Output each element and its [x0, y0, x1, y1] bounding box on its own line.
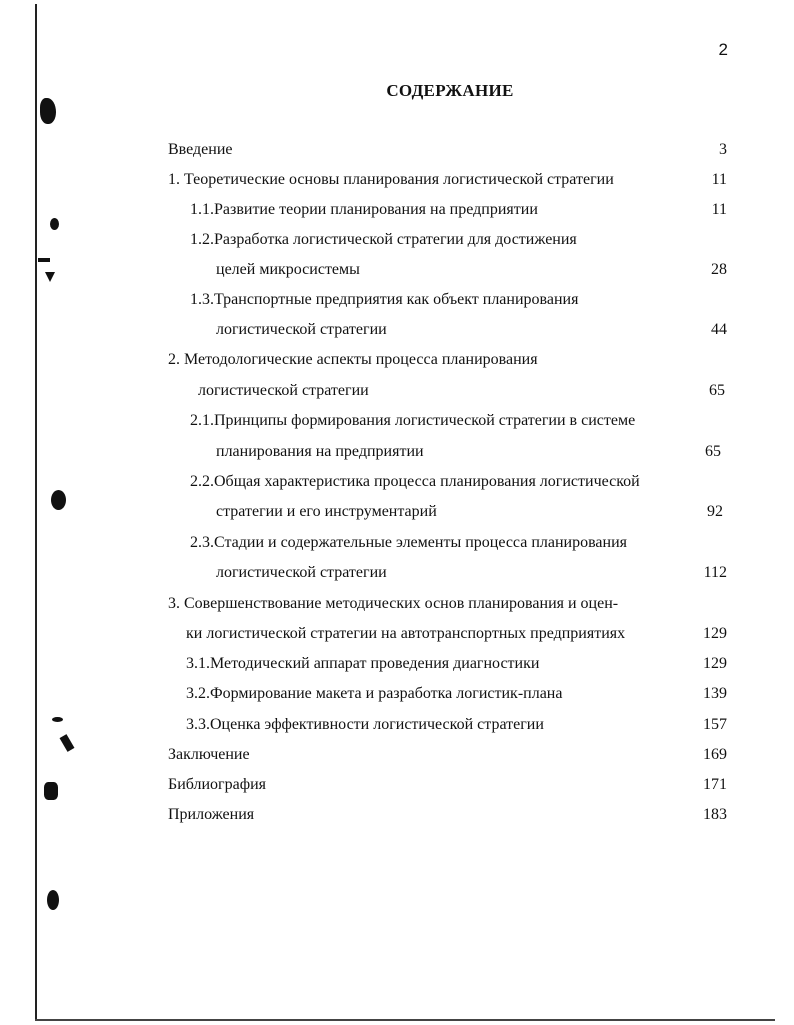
toc-entry-page: 65: [709, 382, 725, 399]
toc-entry-title: целей микросистемы: [216, 261, 360, 278]
toc-entry-title: 2.1.Принципы формирования логистической стратегии в системе: [190, 412, 636, 429]
toc-entry-page: 129: [703, 625, 727, 642]
scan-blot: [45, 272, 55, 282]
toc-entry-title: 3. Совершенствование методических основ планирования и оцен-: [168, 595, 619, 612]
toc-entry-title: 2. Методологические аспекты процесса планирования: [168, 351, 538, 368]
scan-blot: [40, 98, 56, 124]
toc-entry-page: 183: [703, 806, 727, 823]
page-title: СОДЕРЖАНИЕ: [386, 81, 514, 100]
toc-entry-title: стратегии и его инструментарий: [216, 503, 437, 520]
toc-entry-page: 3: [719, 141, 727, 158]
toc-entry-title: 2.2.Общая характеристика процесса планирования логистической: [190, 473, 640, 490]
toc-entry-title: 2.3.Стадии и содержательные элементы процесса планирования: [190, 534, 628, 551]
toc-entry-page: 169: [703, 746, 727, 763]
toc-entry-title: 1. Теоретические основы планирования логистической стратегии: [168, 171, 614, 188]
scan-blot: [38, 258, 50, 262]
toc-entry-title: 1.3.Транспортные предприятия как объект планирования: [190, 291, 579, 308]
toc-entry-title: планирования на предприятии: [216, 443, 424, 460]
scan-blot: [44, 782, 58, 800]
toc-entry-title: 1.2.Разработка логистической стратегии для достижения: [190, 231, 577, 248]
scan-blot: [52, 717, 63, 722]
toc-entry-title: Приложения: [168, 806, 255, 823]
toc-entry-title: Введение: [168, 141, 233, 158]
toc-entry-page: 157: [703, 716, 727, 733]
toc-entry-page: 65: [705, 443, 721, 460]
toc-entry-title: 3.2.Формирование макета и разработка логистик-плана: [186, 685, 563, 702]
scan-blot: [51, 490, 66, 510]
toc-entry-page: 28: [711, 261, 727, 278]
toc-entry-page: 92: [707, 503, 723, 520]
toc-entry-page: 112: [703, 564, 727, 581]
toc-entry-page: 44: [711, 321, 727, 338]
toc-entry-title: 3.3.Оценка эффективности логистической стратегии: [186, 716, 544, 733]
scan-blot: [60, 734, 75, 752]
toc-entry-title: 3.1.Методический аппарат проведения диагностики: [186, 655, 540, 672]
scan-blot: [47, 890, 59, 910]
toc-entry-title: логистической стратегии: [216, 564, 387, 581]
toc-entry-title: Заключение: [168, 746, 250, 763]
toc-entry-title: ки логистической стратегии на автотранспортных предприятиях: [186, 625, 626, 642]
toc-entry-title: Библиография: [168, 776, 266, 793]
toc-entry-title: 1.1.Развитие теории планирования на предприятии: [190, 201, 538, 218]
scan-binding-line: [35, 4, 37, 1019]
toc-entry-title: логистической стратегии: [198, 382, 369, 399]
toc-entry-page: 171: [703, 776, 727, 793]
toc-entry-page: 139: [703, 685, 727, 702]
toc-entry-page: 11: [711, 201, 727, 218]
toc-entry-page: 129: [703, 655, 727, 672]
toc-entry-title: логистической стратегии: [216, 321, 387, 338]
scan-blot: [50, 218, 59, 230]
toc-entry-page: 11: [711, 171, 727, 188]
scan-bottom-line: [35, 1019, 775, 1021]
page-number: 2: [718, 40, 728, 59]
